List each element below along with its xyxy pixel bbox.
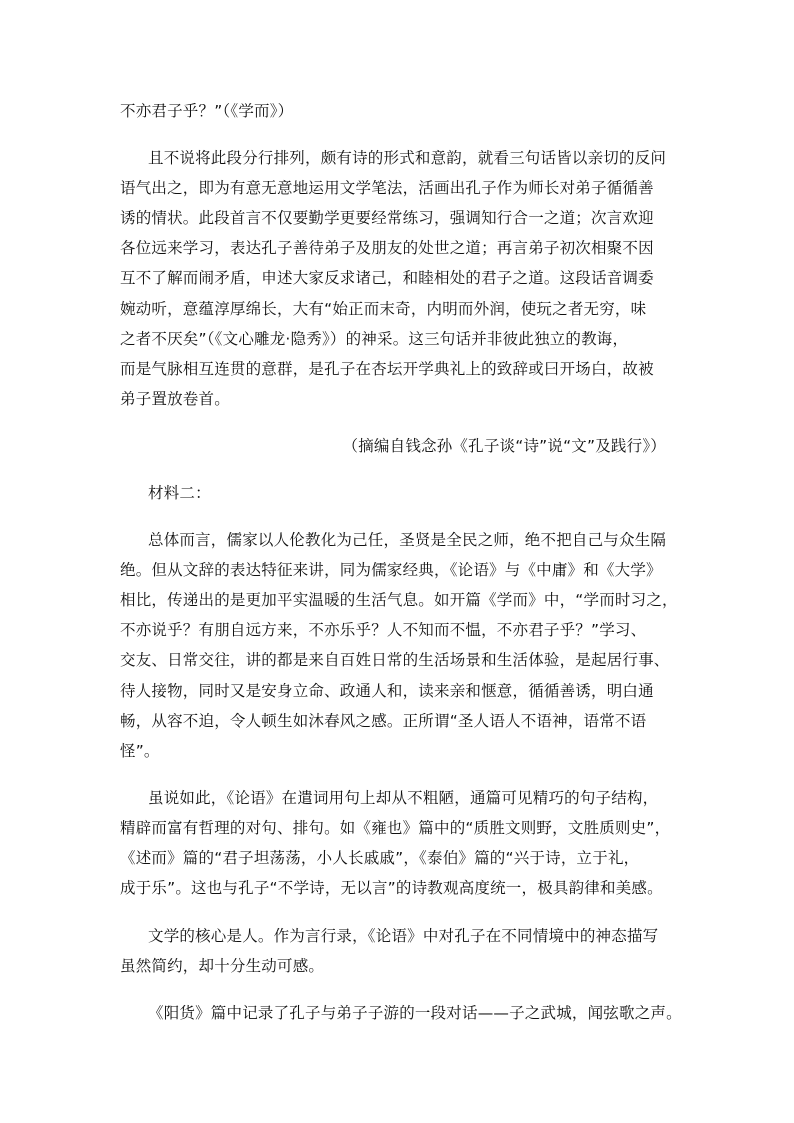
para2-line: 总体而言，儒家以人伦教化为己任，圣贤是全民之师，绝不把自己与众生隔 bbox=[148, 531, 667, 549]
para5-line: 《阳货》篇中记录了孔子与弟子子游的一段对话——子之武城，闻弦歌之声。 bbox=[148, 1004, 682, 1022]
para2-line: 相比，传递出的是更加平实温暖的生活气息。如开篇《学而》中，“学而时习之， bbox=[120, 591, 678, 609]
para3-line: 精辟而富有哲理的对句、排句。如《雍也》篇中的“质胜文则野，文胜质则史”， bbox=[120, 819, 671, 837]
para1-line: 弟子置放卷首。 bbox=[120, 390, 230, 408]
para2-line: 不亦说乎？有朋自远方来，不亦乐乎？人不知而不愠，不亦君子乎？”学习、 bbox=[120, 621, 647, 639]
para1-line: 之者不厌矣”（《文心雕龙·隐秀》）的神采。这三句话并非彼此独立的教诲， bbox=[120, 330, 629, 348]
para2-line: 怪”。 bbox=[120, 742, 160, 760]
para1-line: 婉动听，意蕴淳厚绵长，大有“始正而末奇，内明而外润，使玩之者无穷，味 bbox=[120, 300, 647, 318]
para2-line: 畅，从容不迫，令人顿生如沐春风之感。正所谓“圣人语人不语神，语常不语 bbox=[120, 712, 647, 730]
para1-line: 各位远来学习，表达孔子善待弟子及朋友的处世之道；再言弟子初次相聚不因 bbox=[120, 239, 654, 257]
para4-line: 文学的核心是人。作为言行录，《论语》中对孔子在不同情境中的神态描写 bbox=[148, 927, 659, 945]
para1-line: 而是气脉相互连贯的意群，是孔子在杏坛开学典礼上的致辞或曰开场白，故被 bbox=[120, 360, 654, 378]
para2-line: 待人接物，同时又是安身立命、政通人和，读来亲和惬意，循循善诱，明白通 bbox=[120, 682, 654, 700]
source-citation: （摘编自钱念孙《孔子谈“诗”说“文”及践行》） bbox=[342, 437, 666, 455]
para1-line: 且不说将此段分行排列，颇有诗的形式和意韵，就看三句话皆以亲切的反问 bbox=[148, 149, 667, 167]
para3-line: 《述而》篇的“君子坦荡荡，小人长戚戚”，《泰伯》篇的“兴于诗，立于礼， bbox=[120, 849, 640, 867]
para1-line: 诱的情状。此段首言不仅要勤学更要经常练习，强调知行合一之道；次言欢迎 bbox=[120, 209, 654, 227]
intro-line: 不亦君子乎？”（《学而》） bbox=[120, 102, 294, 120]
material2-heading: 材料二： bbox=[148, 484, 211, 502]
para3-line: 成于乐”。这也与孔子“不学诗，无以言”的诗教观高度统一，极具韵律和美感。 bbox=[120, 879, 663, 897]
para4-line: 虽然简约，却十分生动可感。 bbox=[120, 957, 325, 975]
para1-line: 互不了解而闹矛盾，申述大家反求诸己，和睦相处的君子之道。这段话音调委 bbox=[120, 269, 654, 287]
para1-line: 语气出之，即为有意无意地运用文学笔法，活画出孔子作为师长对弟子循循善 bbox=[120, 179, 654, 197]
para3-line: 虽说如此，《论语》在遣词用句上却从不粗陋，通篇可见精巧的句子结构， bbox=[148, 789, 659, 807]
para2-line: 绝。但从文辞的表达特征来讲，同为儒家经典，《论语》与《中庸》和《大学》 bbox=[120, 561, 662, 579]
para2-line: 交友、日常交往，讲的都是来自百姓日常的生活场景和生活体验，是起居行事、 bbox=[120, 651, 670, 669]
